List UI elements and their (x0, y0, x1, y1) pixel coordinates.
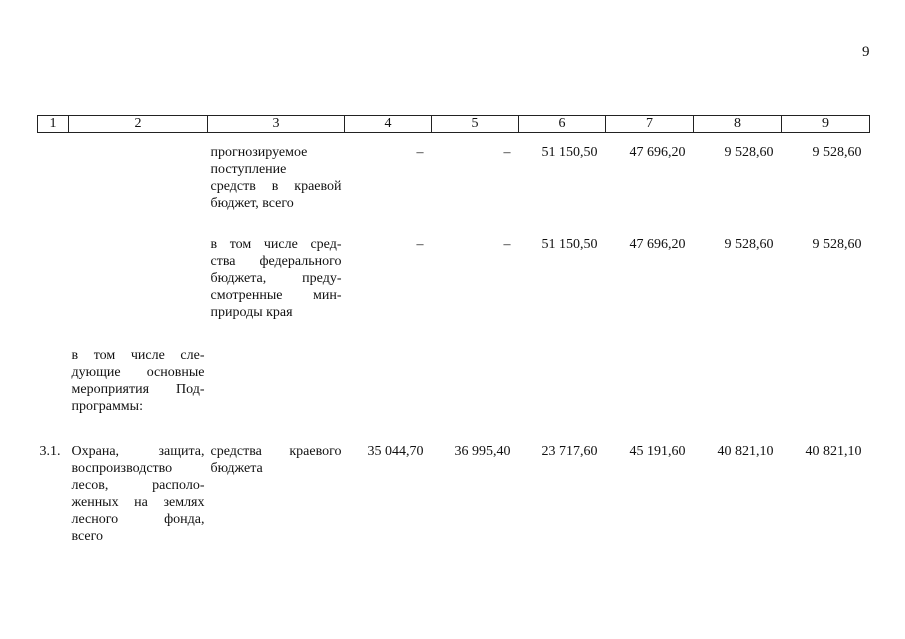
row-name (69, 236, 208, 347)
page-number: 9 (862, 44, 870, 60)
row-index (38, 133, 69, 237)
value-cell (606, 347, 694, 443)
funding-source-line: ства федерального (210, 254, 342, 269)
header-cell: 2 (69, 116, 208, 133)
header-cell: 1 (38, 116, 69, 133)
header-cell: 5 (432, 116, 519, 133)
value-cell: 9 528,60 (812, 237, 862, 252)
table-body (38, 133, 870, 546)
table-row (38, 443, 870, 545)
header-cell: 4 (345, 116, 432, 133)
row-name (69, 443, 208, 545)
value-cell: 51 150,50 (541, 237, 598, 252)
value-cell: 35 044,70 (367, 444, 424, 459)
funding-source (208, 236, 345, 347)
row-name-line: лесного фонда, (71, 512, 205, 527)
row-name-line: всего (71, 529, 104, 544)
value-cell: 51 150,50 (541, 145, 598, 160)
value-cell (694, 347, 782, 443)
value-cell: 47 696,20 (629, 145, 686, 160)
row-name-line: женных на землях (71, 495, 205, 510)
row-index (38, 347, 69, 443)
row-name-line: лесов, располо- (71, 478, 205, 493)
row-name-line: в том числе сле- (71, 348, 205, 363)
value-cell (345, 347, 432, 443)
funding-source (208, 347, 345, 443)
funding-source-line: смотренные мин- (210, 288, 342, 303)
row-name-line: мероприятия Под- (71, 382, 205, 397)
funding-source-line: в том числе сред- (210, 237, 342, 252)
row-index: 3.1. (39, 444, 61, 459)
table-row (38, 347, 870, 443)
funding-source-line: средства краевого (210, 444, 342, 459)
value-cell: – (416, 237, 424, 252)
funding-source-line: прогнозируемое (210, 145, 308, 160)
value-cell: 45 191,60 (629, 444, 686, 459)
header-cell: 3 (208, 116, 345, 133)
table-row (38, 236, 870, 347)
value-cell (432, 347, 519, 443)
value-cell (519, 347, 606, 443)
value-cell: – (503, 237, 511, 252)
funding-source-line: бюджета (210, 461, 263, 476)
row-name (69, 133, 208, 237)
value-cell: 40 821,10 (805, 444, 862, 459)
funding-source-line: бюджет, всего (210, 196, 294, 211)
row-name-line: программы: (71, 399, 143, 414)
row-index (38, 236, 69, 347)
header-cell: 9 (782, 116, 870, 133)
funding-source-line: природы края (210, 305, 293, 320)
funding-source (208, 133, 345, 237)
table-row (38, 133, 870, 237)
value-cell: 9 528,60 (724, 145, 774, 160)
value-cell: 47 696,20 (629, 237, 686, 252)
funding-source-line: поступление (210, 162, 287, 177)
row-name-line: дующие основные (71, 365, 205, 380)
budget-table (37, 115, 870, 545)
header-cell: 6 (519, 116, 606, 133)
value-cell: 23 717,60 (541, 444, 598, 459)
table-header (38, 116, 870, 133)
header-cell: 8 (694, 116, 782, 133)
funding-source-line: средств в краевой (210, 179, 342, 194)
funding-source (208, 443, 345, 545)
value-cell: 36 995,40 (454, 444, 511, 459)
value-cell (782, 347, 870, 443)
value-cell: – (503, 145, 511, 160)
value-cell: – (416, 145, 424, 160)
value-cell: 40 821,10 (717, 444, 774, 459)
header-cell: 7 (606, 116, 694, 133)
row-name-line: воспроизводство (71, 461, 173, 476)
value-cell: 9 528,60 (812, 145, 862, 160)
value-cell: 9 528,60 (724, 237, 774, 252)
funding-source-line: бюджета, преду- (210, 271, 342, 286)
header-row (38, 116, 870, 133)
row-name-line: Охрана, защита, (71, 444, 205, 459)
row-name (69, 347, 208, 443)
